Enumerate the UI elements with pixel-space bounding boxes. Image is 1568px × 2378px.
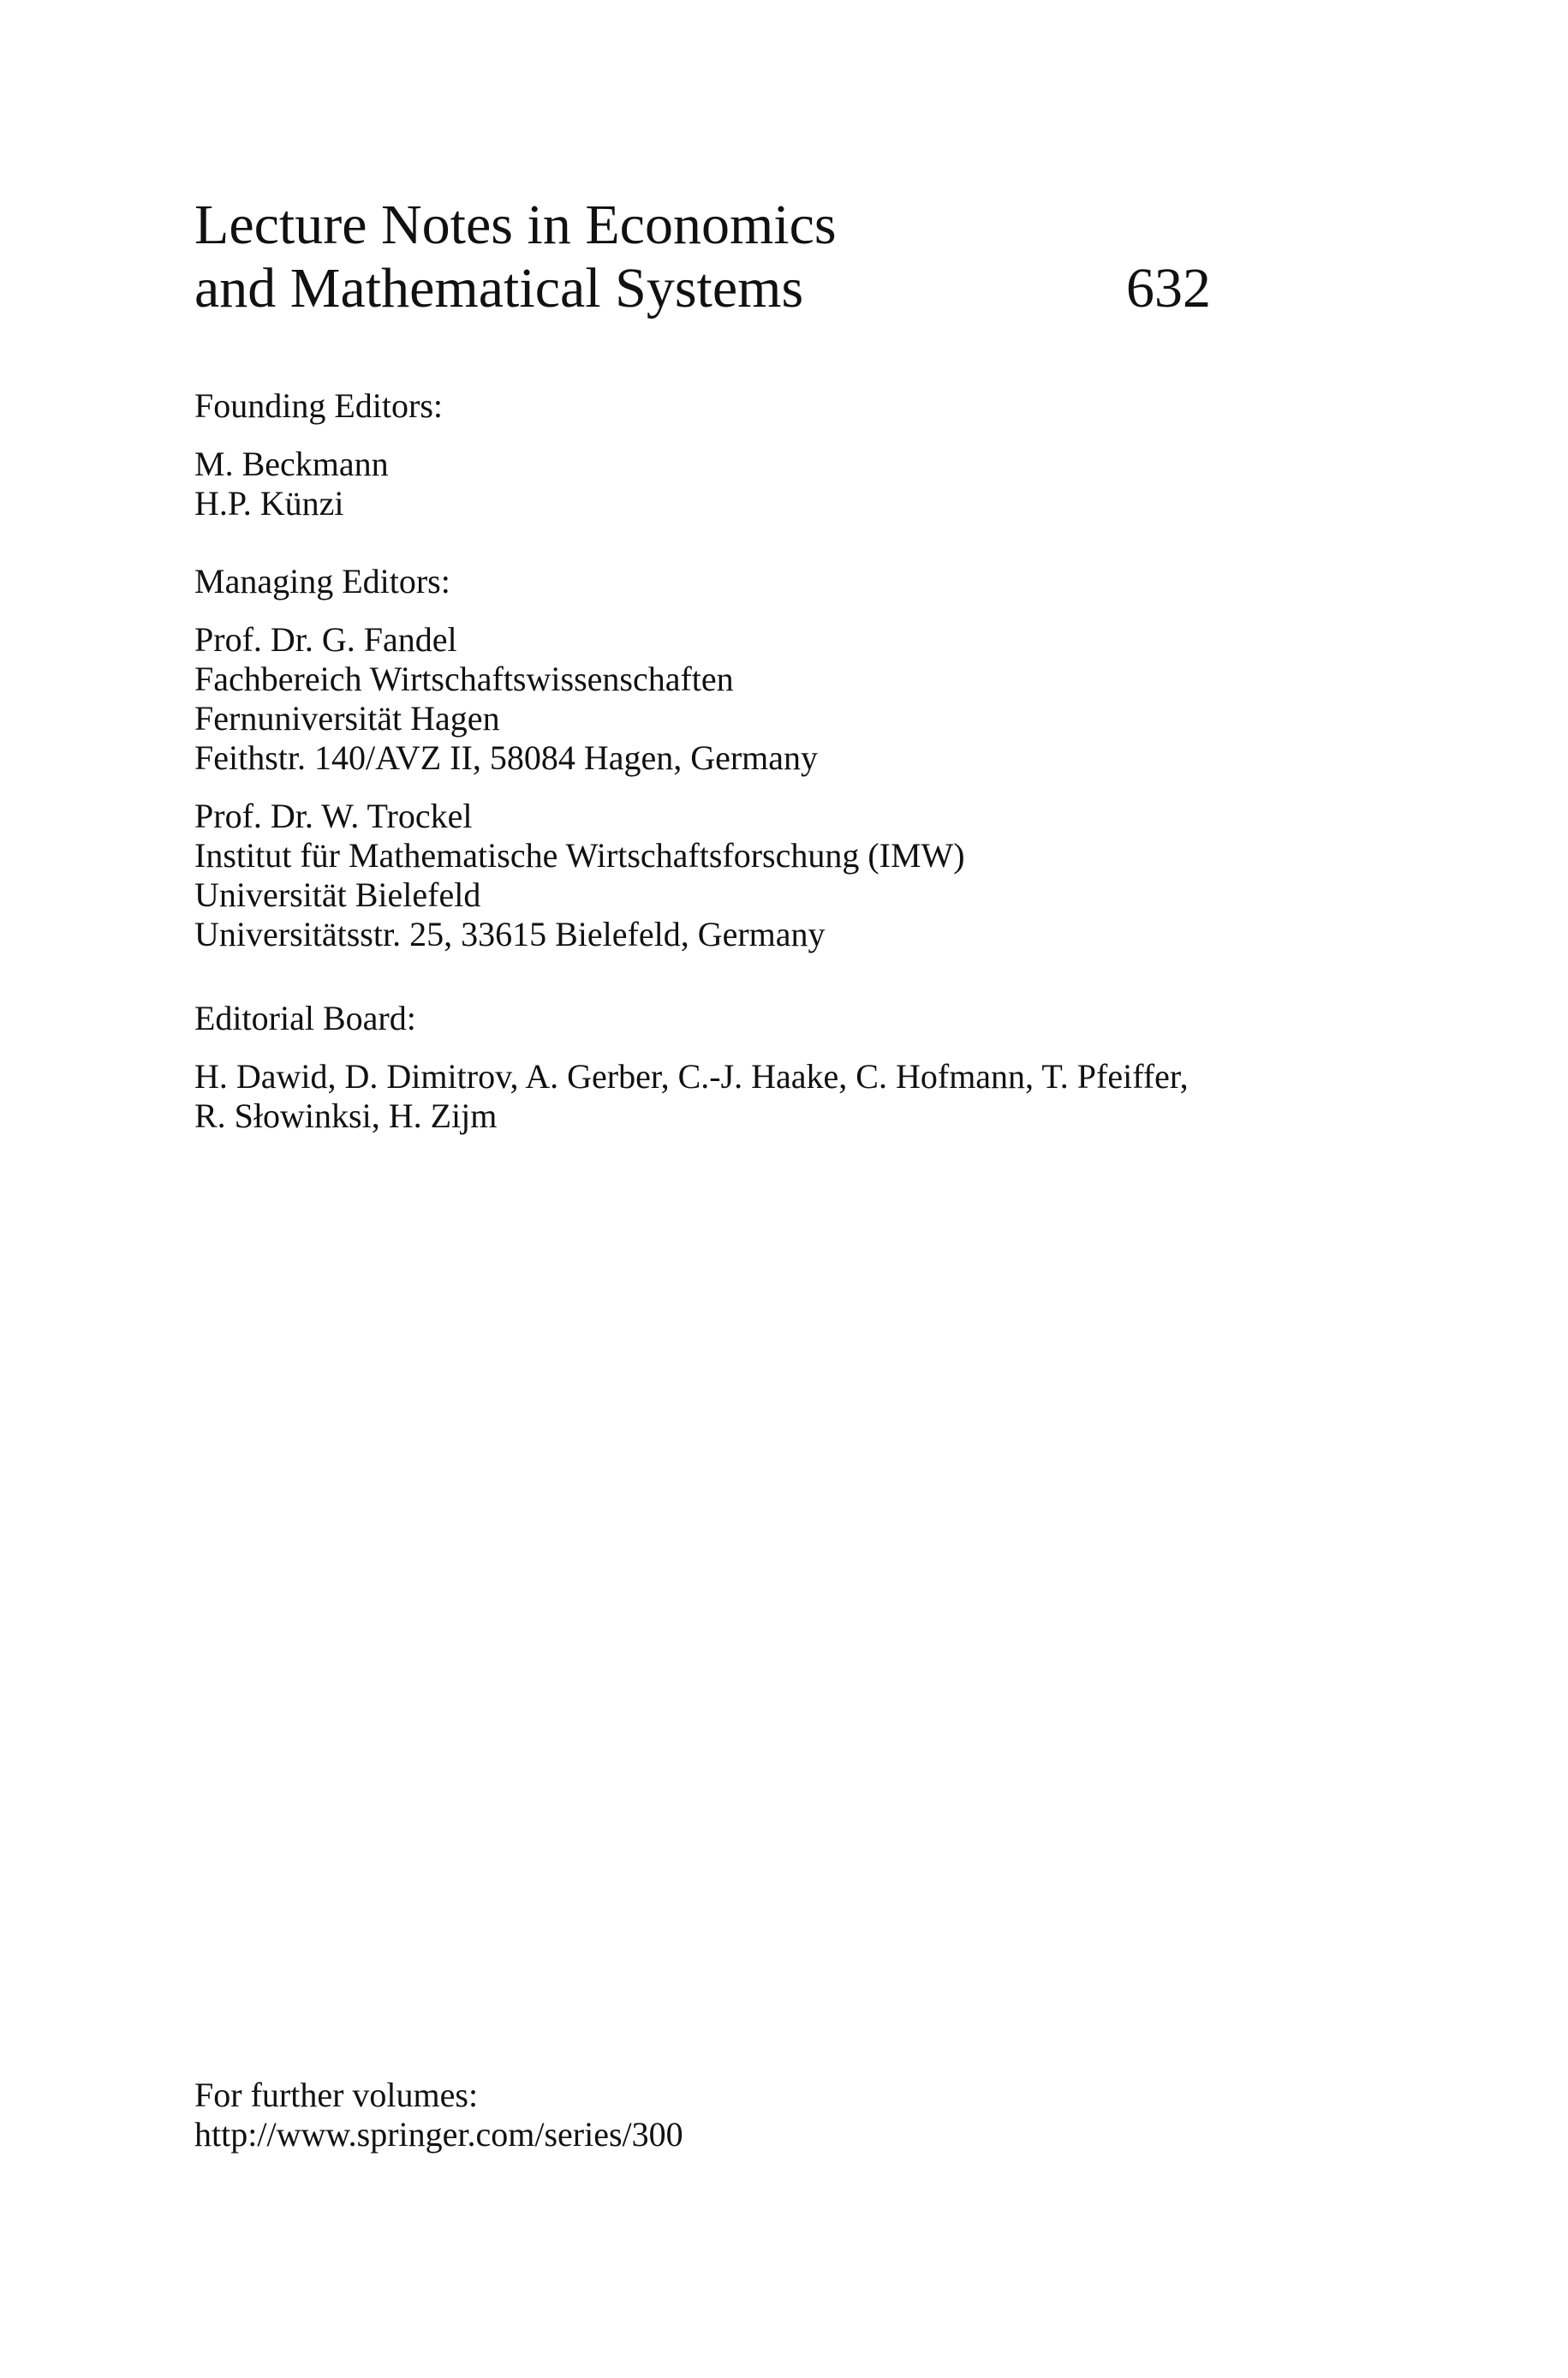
founding-editors-heading: Founding Editors: xyxy=(194,386,444,425)
managing-editor-address-line: Universität Bielefeld xyxy=(194,875,481,914)
managing-editor-address-line: Fachbereich Wirtschaftswissenschaften xyxy=(194,660,734,698)
managing-editor-name: Prof. Dr. W. Trockel xyxy=(194,797,473,835)
series-url[interactable]: http://www.springer.com/series/300 xyxy=(194,2115,683,2154)
managing-editors-heading: Managing Editors: xyxy=(194,562,450,600)
series-title xyxy=(194,194,1222,320)
editorial-board-section xyxy=(194,999,1189,1136)
founding-editor-name: H.P. Künzi xyxy=(194,484,344,523)
managing-editor-address-line: Universitätsstr. 25, 33615 Bielefeld, Germany xyxy=(194,915,826,953)
founding-editors-section xyxy=(194,386,443,523)
editorial-board-members xyxy=(194,1057,1189,1136)
volume-number: 632 xyxy=(1126,257,1211,320)
further-volumes-label: For further volumes: xyxy=(194,2076,479,2114)
managing-editor-fandel xyxy=(194,620,965,778)
editorial-board-line: R. Słowinksi, H. Zijm xyxy=(194,1096,498,1135)
managing-editor-address-line: Feithstr. 140/AVZ II, 58084 Hagen, Germany xyxy=(194,738,819,777)
series-title-line-2: and Mathematical Systems xyxy=(194,257,804,320)
further-volumes xyxy=(194,2076,683,2154)
founding-editors-list xyxy=(194,445,443,523)
managing-editor-name: Prof. Dr. G. Fandel xyxy=(194,620,457,659)
managing-editors-section xyxy=(194,562,965,954)
editorial-board-line: H. Dawid, D. Dimitrov, A. Gerber, C.-J. Haake, C. Hofmann, T. Pfeiffer, xyxy=(194,1057,1189,1096)
managing-editor-address-line: Fernuniversität Hagen xyxy=(194,699,500,738)
editorial-board-heading: Editorial Board: xyxy=(194,999,416,1037)
series-title-line-1: Lecture Notes in Economics xyxy=(194,194,837,256)
founding-editor-name: M. Beckmann xyxy=(194,445,389,483)
managing-editor-trockel xyxy=(194,797,965,954)
managing-editor-address-line: Institut für Mathematische Wirtschaftsforschung (IMW) xyxy=(194,836,965,875)
